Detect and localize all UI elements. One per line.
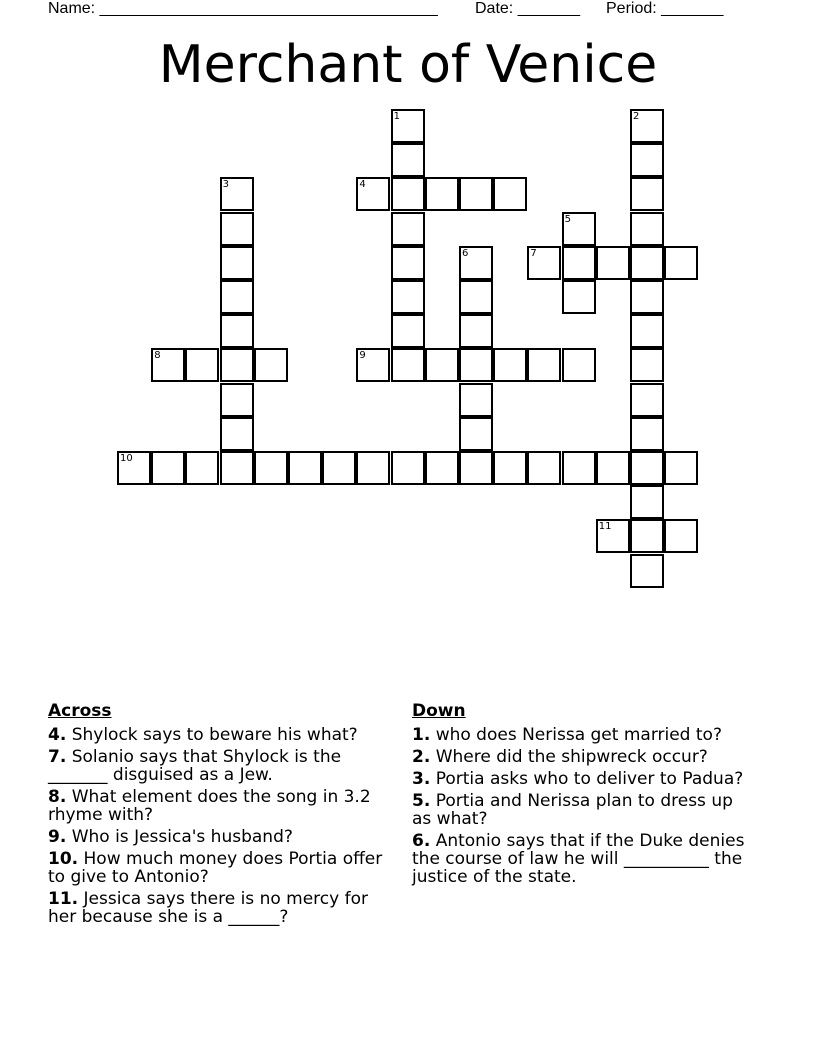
page-title: Merchant of Venice <box>158 35 658 95</box>
crossword-cell[interactable] <box>220 212 254 246</box>
across-clue <box>48 890 388 926</box>
clue-number: 4 <box>359 179 366 191</box>
clue-text: What element does the song in 3.2 rhyme with? <box>48 787 371 825</box>
clue-number: 8. <box>48 787 67 807</box>
clue-number: 3 <box>222 179 229 191</box>
clue-number: 10 <box>120 453 133 464</box>
crossword-cell[interactable] <box>220 348 254 382</box>
clue-number: 11 <box>598 521 612 533</box>
clue-number: 6. <box>412 831 431 851</box>
clue-text: Jessica says there is no mercy for her because she is a ______? <box>48 889 368 927</box>
crossword-cell[interactable] <box>630 280 664 314</box>
crossword-cell[interactable] <box>459 348 493 382</box>
crossword-cell[interactable] <box>288 451 322 485</box>
clue-number: 11. <box>48 889 79 909</box>
clue-number: 5. <box>412 791 431 811</box>
crossword-cell[interactable] <box>391 348 425 382</box>
clue-number: 5 <box>564 213 571 225</box>
clue-number: 2 <box>633 111 640 122</box>
crossword-cell[interactable] <box>630 417 664 451</box>
crossword-cell[interactable] <box>391 280 425 314</box>
crossword-cell[interactable] <box>493 177 527 211</box>
crossword-cell[interactable] <box>185 451 219 485</box>
crossword-cell[interactable] <box>391 212 425 246</box>
clue-number: 9. <box>48 827 67 847</box>
across-clue <box>48 828 388 846</box>
crossword-cell[interactable] <box>459 383 493 417</box>
down-clue <box>412 832 752 886</box>
crossword-cell[interactable] <box>254 451 288 485</box>
across-clues <box>48 700 388 930</box>
crossword-cell[interactable] <box>630 212 664 246</box>
name-field[interactable]: Name: ______________________________________ <box>48 0 438 17</box>
crossword-cell[interactable] <box>220 246 254 280</box>
crossword-cell[interactable] <box>220 417 254 451</box>
crossword-cell[interactable] <box>493 348 527 382</box>
crossword-cell[interactable] <box>391 314 425 348</box>
across-clue <box>48 748 388 784</box>
crossword-cell[interactable] <box>562 451 596 485</box>
crossword-cell[interactable] <box>459 280 493 314</box>
crossword-cell[interactable] <box>630 383 664 417</box>
crossword-cell[interactable] <box>254 348 288 382</box>
crossword-cell[interactable] <box>425 177 459 211</box>
clue-text: Shylock says to beware his what? <box>66 725 358 745</box>
clue-number: 3. <box>412 769 431 789</box>
crossword-cell[interactable] <box>220 280 254 314</box>
clue-text: Where did the shipwreck occur? <box>430 747 708 767</box>
crossword-cell[interactable] <box>425 451 459 485</box>
crossword-cell[interactable] <box>391 451 425 485</box>
across-clue <box>48 850 388 886</box>
crossword-cell[interactable] <box>220 383 254 417</box>
crossword-cell[interactable] <box>630 485 664 519</box>
crossword-cell[interactable] <box>630 177 664 211</box>
clue-text: How much money does Portia offer to give to Antonio? <box>48 849 383 887</box>
clue-number: 1. <box>412 725 431 745</box>
crossword-cell[interactable] <box>391 246 425 280</box>
crossword-cell[interactable] <box>664 519 698 553</box>
crossword-cell[interactable] <box>220 451 254 485</box>
crossword-cell[interactable] <box>459 451 493 485</box>
crossword-cell[interactable] <box>630 143 664 177</box>
crossword-cell[interactable] <box>459 314 493 348</box>
crossword-cell[interactable] <box>630 314 664 348</box>
clue-text: Portia and Nerissa plan to dress up as what? <box>412 791 733 829</box>
crossword-cell[interactable] <box>220 314 254 348</box>
clue-text: who does Nerissa get married to? <box>430 725 722 745</box>
crossword-cell[interactable] <box>630 554 664 588</box>
clue-number: 4. <box>48 725 67 745</box>
crossword-cell[interactable] <box>322 451 356 485</box>
crossword-cell[interactable] <box>151 451 185 485</box>
clue-text: Solanio says that Shylock is the _______ disguised as a Jew. <box>48 747 342 785</box>
clue-number: 8 <box>154 350 161 362</box>
clue-text: Who is Jessica's husband? <box>66 827 293 847</box>
crossword-cell[interactable] <box>527 348 561 382</box>
across-clue <box>48 788 388 824</box>
date-field[interactable]: Date: _______ <box>475 0 580 17</box>
crossword-cell[interactable] <box>527 451 561 485</box>
crossword-cell[interactable] <box>664 246 698 280</box>
crossword-cell[interactable] <box>630 348 664 382</box>
down-clue <box>412 748 752 766</box>
crossword-cell[interactable] <box>459 417 493 451</box>
crossword-cell[interactable] <box>459 177 493 211</box>
clue-number: 1 <box>393 111 400 122</box>
crossword-cell[interactable] <box>630 451 664 485</box>
clue-text: Antonio says that if the Duke denies the course of law he will __________ the justice of the state. <box>412 831 745 887</box>
crossword-cell[interactable] <box>630 519 664 553</box>
clue-text: Portia asks who to deliver to Padua? <box>430 769 744 789</box>
clue-number: 7. <box>48 747 67 767</box>
period-field[interactable]: Period: _______ <box>606 0 724 17</box>
clue-number: 2. <box>412 747 431 767</box>
down-clue <box>412 770 752 788</box>
crossword-cell[interactable] <box>356 451 390 485</box>
down-clues <box>412 700 752 890</box>
crossword-cell[interactable] <box>185 348 219 382</box>
crossword-cell[interactable] <box>391 177 425 211</box>
crossword-cell[interactable] <box>493 451 527 485</box>
crossword-cell[interactable] <box>664 451 698 485</box>
across-clue <box>48 726 388 744</box>
down-clue <box>412 726 752 744</box>
clue-number: 10. <box>48 849 79 869</box>
crossword-cell[interactable] <box>630 246 664 280</box>
clue-number: 7 <box>530 247 537 259</box>
across-heading: Across <box>48 701 112 721</box>
crossword-cell[interactable] <box>562 280 596 314</box>
clue-number: 9 <box>359 350 366 362</box>
crossword-cell[interactable] <box>391 143 425 177</box>
crossword-cell[interactable] <box>562 348 596 382</box>
down-clue <box>412 792 752 828</box>
down-heading: Down <box>412 701 466 721</box>
clue-number: 6 <box>462 247 469 259</box>
crossword-cell[interactable] <box>596 246 630 280</box>
crossword-cell[interactable] <box>562 246 596 280</box>
crossword-cell[interactable] <box>596 451 630 485</box>
crossword-cell[interactable] <box>425 348 459 382</box>
